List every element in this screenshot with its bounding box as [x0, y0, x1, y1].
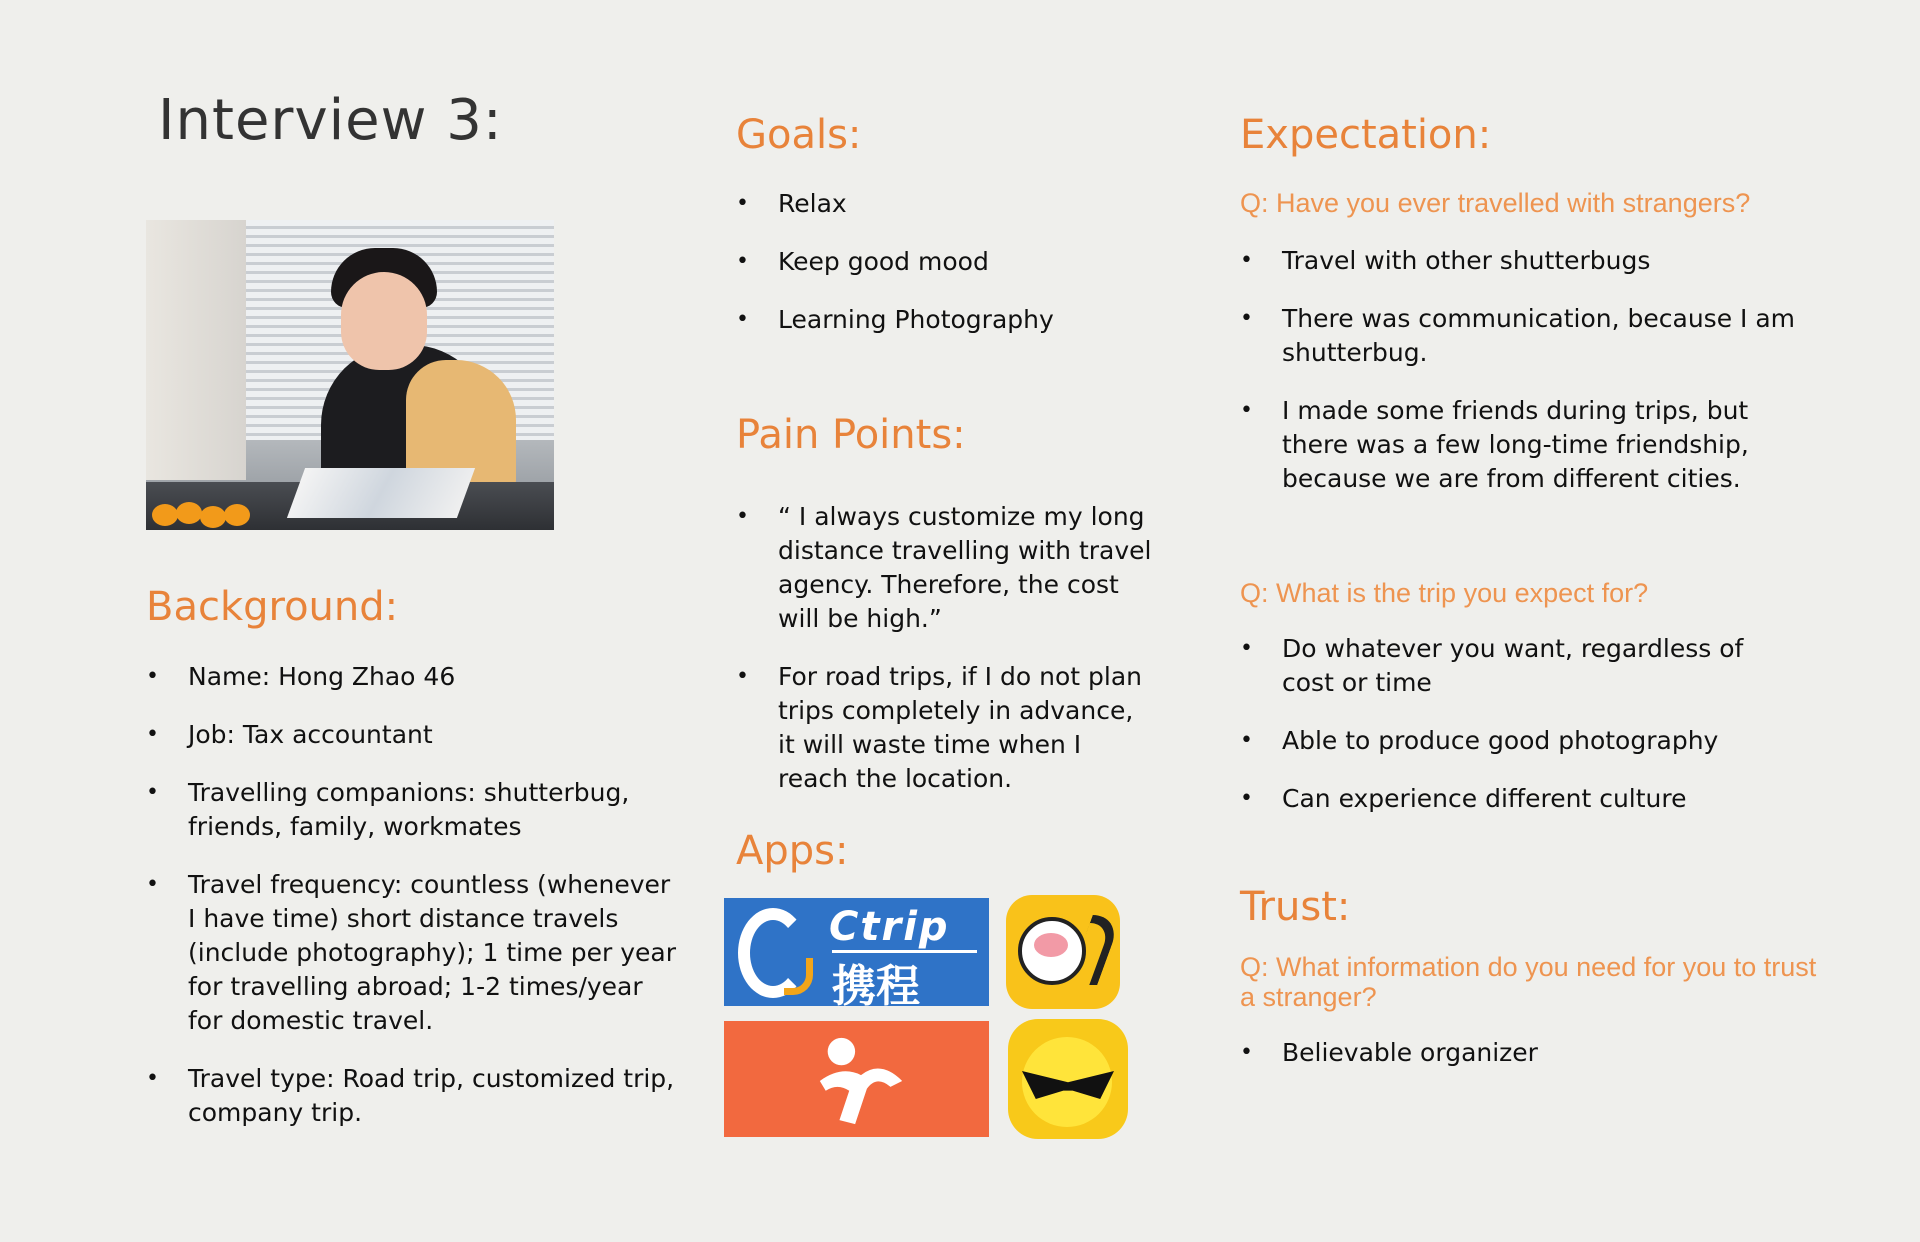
photo-orange	[152, 504, 178, 526]
ctrip-logo-text: Ctrip	[829, 904, 950, 950]
pig-snout-icon	[1034, 933, 1068, 957]
photo-orange	[176, 502, 202, 524]
photo-orange	[200, 506, 226, 528]
expectation-heading: Expectation:	[1240, 112, 1492, 158]
expectation-question-1: Q: Have you ever travelled with strangers?	[1240, 188, 1751, 218]
expectation-item: • There was communication, because I am shutterbug.	[1240, 302, 1800, 370]
background-item: • Travel frequency: countless (whenever I have time) short distance travels (include photography); 1 time per year for travelling abroad; 1-2 times/year for domestic travel.	[146, 868, 676, 1038]
feizhu-app-icon	[1006, 895, 1120, 1009]
pain-point-item: • “ I always customize my long distance travelling with travel agency. Therefore, the cost will be high.”	[736, 500, 1156, 636]
pain-point-item: • For road trips, if I do not plan trips completely in advance, it will waste time when I reach the location.	[736, 660, 1156, 796]
expectation-item: • Do whatever you want, regardless of cost or time	[1240, 632, 1800, 700]
qunar-app-icon	[724, 1021, 989, 1137]
pain-points-heading: Pain Points:	[736, 412, 966, 458]
expectation-question-2: Q: What is the trip you expect for?	[1240, 578, 1649, 608]
camel-figure-icon	[812, 1027, 910, 1131]
expectation-item: • I made some friends during trips, but there was a few long-time friendship, because we are from different cities.	[1240, 394, 1800, 496]
photo-wall	[146, 220, 246, 480]
interviewee-photo	[146, 220, 554, 530]
pain-points-list	[736, 500, 1156, 820]
ctrip-app-icon	[724, 898, 989, 1012]
trust-list	[1240, 1036, 1800, 1094]
expectation-q1-list	[1240, 244, 1800, 520]
expectation-q2-list	[1240, 632, 1800, 840]
background-item: • Travel type: Road trip, customized trip, company trip.	[146, 1062, 676, 1130]
goals-list	[736, 187, 1156, 361]
ctrip-logo-cn: 携程	[832, 961, 920, 1012]
trust-question: Q: What information do you need for you to trust a stranger?	[1240, 952, 1817, 1012]
background-item: • Name: Hong Zhao 46	[146, 660, 676, 694]
goals-item: • Relax	[736, 187, 1156, 221]
apps-heading: Apps:	[736, 828, 849, 874]
goals-item: • Learning Photography	[736, 303, 1156, 337]
photo-orange	[224, 504, 250, 526]
goals-item: • Keep good mood	[736, 245, 1156, 279]
goals-heading: Goals:	[736, 112, 862, 158]
trust-heading: Trust:	[1240, 884, 1351, 930]
photo-person-face	[341, 272, 427, 370]
background-heading: Background:	[146, 584, 399, 630]
background-item: • Travelling companions: shutterbug, friends, family, workmates	[146, 776, 676, 844]
background-list	[146, 660, 676, 1154]
expectation-item: • Can experience different culture	[1240, 782, 1800, 816]
trust-item: • Believable organizer	[1240, 1036, 1800, 1070]
page-title: Interview 3:	[158, 88, 503, 153]
tuniu-app-icon	[1008, 1019, 1128, 1139]
ctrip-swirl-icon	[784, 958, 813, 995]
expectation-item: • Able to produce good photography	[1240, 724, 1800, 758]
expectation-item: • Travel with other shutterbugs	[1240, 244, 1800, 278]
photo-magazine	[287, 468, 475, 518]
background-item: • Job: Tax accountant	[146, 718, 676, 752]
